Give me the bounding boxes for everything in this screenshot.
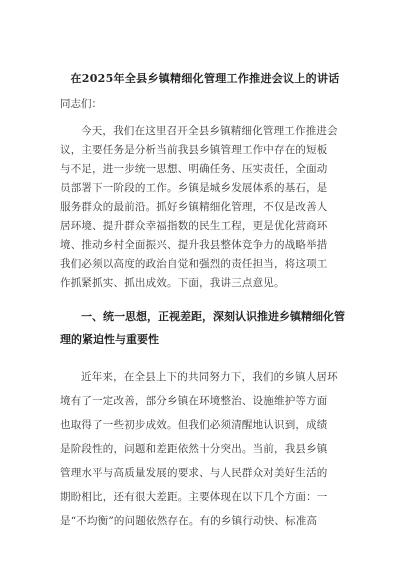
section-heading: 理的紧迫性与重要性 [60,333,159,346]
speech-title: 在2025年全县乡镇精细化管理工作推进会议上的讲话 [70,72,340,85]
paragraph-line: 近年来，在全县上下的共同努力下，我们的乡镇人居环 [81,371,338,383]
paragraph-line: 管理水平与高质量发展的要求、与人民群众对美好生活的 [60,467,328,479]
section-heading: 一、统一思想，正视差距，深刻认识推进乡镇精细化管 [81,310,345,323]
paragraph-line: 议，主要任务是分析当前我县乡镇管理工作中存在的短板 [60,144,328,156]
paragraph-line: 也取得了一些初步成效。但我们必须清醒地认识到，成绩 [60,419,328,431]
paragraph-line: 境、推动乡村全面振兴、提升我县整体竞争力的战略举措 [60,239,328,251]
paragraph-line: 是“不均衡”的问题依然存在。有的乡镇行动快、标准高 [60,515,318,527]
salutation: 同志们： [60,98,102,110]
paragraph-line: 我们必须以高度的政治自觉和强烈的责任担当，将这项工 [60,258,328,270]
paragraph-line: 服务群众的最前沿。抓好乡镇精细化管理，不仅是改善人 [60,201,328,213]
paragraph-line: 居环境、提升群众幸福指数的民生工程，更是优化营商环 [60,220,328,232]
paragraph-line: 是阶段性的，问题和差距依然十分突出。当前，我县乡镇 [60,443,328,455]
paragraph-line: 员部署下一阶段的工作。乡镇是城乡发展体系的基石，是 [60,182,328,194]
paragraph-line: 期盼相比，还有很大差距。主要体现在以下几个方面：一 [60,491,328,503]
paragraph-line: 今天，我们在这里召开全县乡镇精细化管理工作推进会 [81,125,338,137]
paragraph-line: 与不足，进一步统一思想、明确任务、压实责任，全面动 [60,163,328,175]
paragraph-line: 作抓紧抓实、抓出成效。下面，我讲三点意见。 [60,277,285,289]
paragraph-line: 境有了一定改善，部分乡镇在环境整治、设施维护等方面 [60,395,328,407]
